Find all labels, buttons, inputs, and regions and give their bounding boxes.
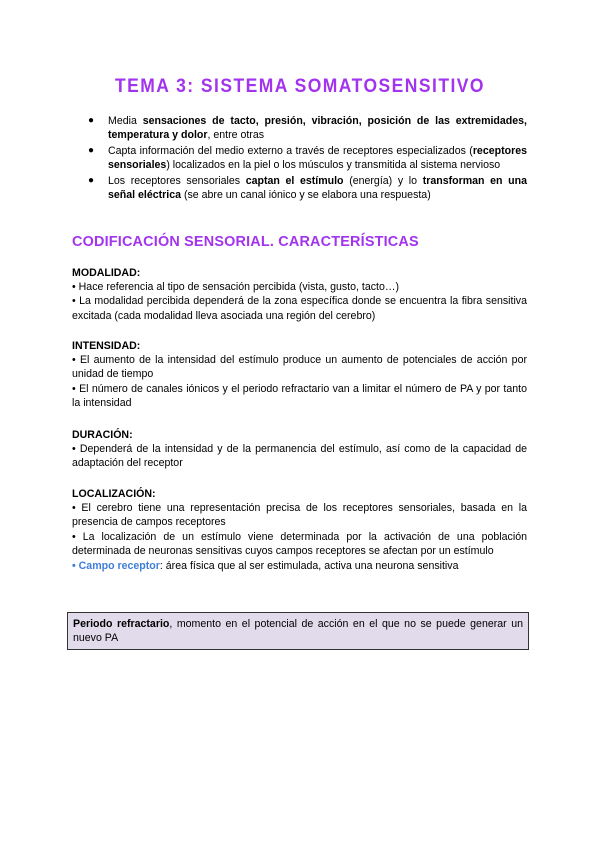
section-title: CODIFICACIÓN SENSORIAL. CARACTERÍSTICAS (72, 234, 419, 250)
paragraph: • El aumento de la intensidad del estímulo produce un aumento de potenciales de acción por unidad de tiempo (72, 354, 527, 381)
paragraph: • Campo receptor: área física que al ser estimulada, activa una neurona sensitiva (72, 559, 459, 572)
page-title: TEMA 3: SISTEMA SOMATOSENSITIVO (114, 76, 486, 97)
section-heading: MODALIDAD: (72, 267, 141, 279)
campo-receptor-term: Campo receptor (78, 559, 160, 572)
paragraph: • Hace referencia al tipo de sensación percibida (vista, gusto, tacto…) (72, 281, 399, 293)
bullet-icon: ● (88, 115, 95, 126)
list-item: ● Capta información del medio externo a través de receptores especializados (receptores sensoriales) localizados en la piel o los músculos y transmitida al sistema nervioso (88, 144, 527, 172)
note-term: Periodo refractario (73, 618, 170, 630)
paragraph: • La modalidad percibida dependerá de la zona específica donde se encuentra la fibra sensitiva excitada (cada modalidad lleva asociada una región del cerebro) (72, 295, 527, 322)
bullet-icon: ● (88, 174, 95, 186)
intro-list (80, 114, 527, 203)
note-text: , momento en el potencial de acción en el que no se puede generar un nuevo PA (73, 618, 523, 645)
intensidad-section (72, 339, 527, 411)
section-heading: DURACIÓN: (72, 429, 133, 441)
paragraph: • El cerebro tiene una representación precisa de los receptores sensoriales, basada en la presencia de campos receptores (72, 502, 527, 529)
localizacion-section (72, 487, 527, 573)
bullet-icon: ● (88, 144, 95, 156)
section-heading: INTENSIDAD: (72, 340, 141, 352)
section-heading: LOCALIZACIÓN: (72, 488, 156, 500)
list-item: ● Los receptores sensoriales captan el estímulo (energía) y lo transforman en una señal eléctrica (se abre un canal iónico y se elabora una respuesta) (88, 174, 527, 202)
paragraph: • La localización de un estímulo viene determinada por la activación de una población determinada de neuronas sensitivas cuyos campos receptores se afectan por un estímulo (72, 530, 527, 558)
paragraph: • Dependerá de la intensidad y de la permanencia del estímulo, así como de la capacidad de adaptación del receptor (72, 443, 527, 470)
duracion-section (72, 428, 527, 471)
paragraph: • El número de canales iónicos y el periodo refractario van a limitar el número de PA y por tanto la intensidad (72, 382, 527, 410)
definition-box (67, 612, 529, 650)
list-item: ● Media sensaciones de tacto, presión, vibración, posición de las extremidades, temperatura y dolor, entre otras (88, 115, 527, 142)
modalidad-section (72, 266, 527, 323)
